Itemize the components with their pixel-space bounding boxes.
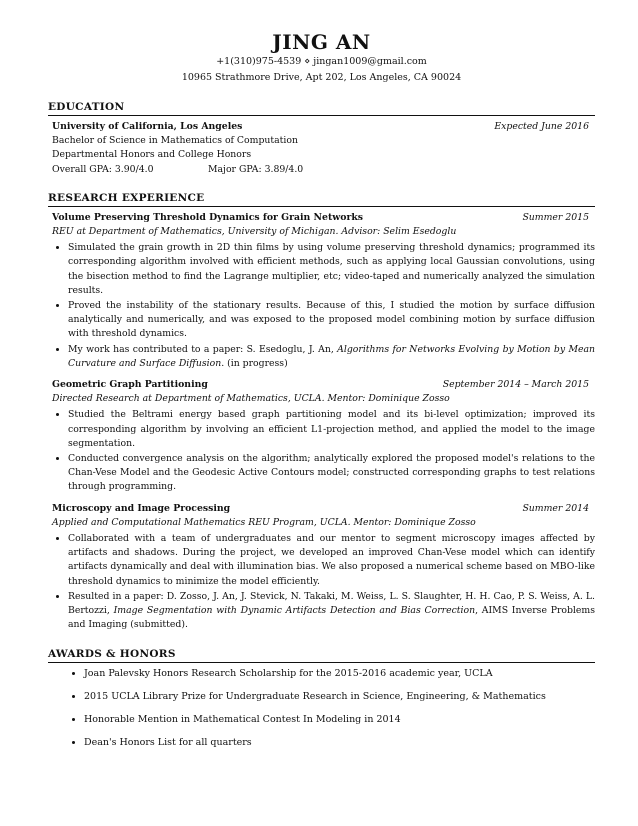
entry-date: Summer 2014	[522, 502, 589, 514]
paper-prefix: Resulted in a paper: D. Zosso, J. An, J. Stevick, N. Takaki, M. Weiss, L. S. Slaughter, H. H. Cao, P. S. Weiss, A. L. Bertozzi,	[68, 590, 595, 617]
gpa-overall: Overall GPA: 3.90/4.0	[52, 163, 154, 175]
list-item: • Studied the Beltrami energy based graph partitioning model and its bi-level optimization; improved its corresponding algorithm by involving an efficient L1-projection method, and applied the model to the image segmentation.	[68, 408, 595, 451]
list-item: • Simulated the grain growth in 2D thin films by using volume preserving threshold dynamics; programmed its corresponding algorithm involved with efficient methods, such as applying local Gaussian convolutions, using the bisection method to find the Lagrange multiplier, etc; video-taped and numerically analyzed the simulation results.	[68, 241, 595, 298]
entry-subtitle: Applied and Computational Mathematics REU Program, UCLA. Mentor: Dominique Zosso	[52, 516, 476, 528]
bullet-list	[52, 241, 595, 371]
resume-name: JING AN	[272, 30, 371, 54]
degree: Bachelor of Science in Mathematics of Computation	[52, 135, 298, 147]
awards-title: AWARDS & HONORS	[48, 647, 176, 660]
list-item: • Conducted convergence analysis on the algorithm; analytically explored the proposed model's relations to the Chan-Vese Model and the Geodesic Active Contours model; constructed corresponding graphs to test relations through programming.	[68, 452, 595, 495]
list-item	[68, 343, 595, 371]
address-line: 10965 Strathmore Drive, Apt 202, Los Angeles, CA 90024	[181, 72, 462, 83]
education-section	[48, 100, 595, 177]
research-title: RESEARCH EXPERIENCE	[48, 191, 205, 204]
list-item: • Honorable Mention in Mathematical Contest In Modeling in 2014	[84, 713, 595, 727]
research-entry	[48, 502, 595, 633]
awards-section	[48, 647, 595, 750]
entry-title: Volume Preserving Threshold Dynamics for Grain Networks	[52, 211, 364, 223]
list-item: • Proved the instability of the stationary results. Because of this, I studied the motion by surface diffusion analytically and numerically, and was exposed to the proposed model combining motion by surface diffusion with threshold dynamics.	[68, 299, 595, 342]
research-entry	[48, 378, 595, 495]
gpa-major: Major GPA: 3.89/4.0	[208, 163, 304, 175]
paper-title: Image Segmentation with Dynamic Artifacts Detection and Bias Correction	[113, 605, 476, 617]
contact-line: +1(310)975-4539 ⋄ jingan1009@gmail.com	[216, 56, 427, 67]
gpa-line	[52, 163, 595, 177]
entry-subtitle: Directed Research at Department of Mathematics, UCLA. Mentor: Dominique Zosso	[52, 393, 450, 405]
bullet-list	[52, 532, 595, 632]
paper-suffix: . (in progress)	[221, 357, 288, 369]
entry-date: Summer 2015	[522, 211, 589, 223]
section-divider	[48, 206, 595, 207]
section-divider	[48, 662, 595, 663]
paper-prefix: My work has contributed to a paper: S. Esedoglu, J. An,	[68, 343, 338, 355]
research-entry	[48, 211, 595, 371]
bullet-list	[52, 408, 595, 494]
education-entry	[48, 120, 595, 177]
honors: Departmental Honors and College Honors	[52, 149, 252, 161]
list-item: • 2015 UCLA Library Prize for Undergraduate Research in Science, Engineering, & Mathematics	[84, 690, 595, 704]
entry-subtitle: REU at Department of Mathematics, University of Michigan. Advisor: Selim Esedoglu	[52, 226, 457, 238]
list-item	[68, 590, 595, 633]
research-section	[48, 191, 595, 633]
entry-title: Microscopy and Image Processing	[52, 502, 231, 514]
awards-list	[74, 667, 595, 750]
education-date: Expected June 2016	[494, 121, 589, 132]
paper-suffix: , AIMS Inverse Problems and Imaging (submitted).	[68, 605, 595, 631]
resume-page	[48, 30, 595, 759]
entry-date: September 2014 – March 2015	[442, 379, 589, 391]
entry-title: Geometric Graph Partitioning	[52, 379, 208, 391]
list-item: • Joan Palevsky Honors Research Scholarship for the 2015-2016 academic year, UCLA	[84, 667, 595, 681]
paper-title: Algorithms for Networks Evolving by Motion by Mean Curvature and Surface Diffusion	[68, 343, 595, 369]
list-item: • Dean's Honors List for all quarters	[84, 736, 595, 750]
section-divider	[48, 115, 595, 116]
school-name: University of California, Los Angeles	[52, 121, 243, 132]
list-item: • Collaborated with a team of undergraduates and our mentor to segment microscopy images affected by artifacts and shadows. During the project, we developed an improved Chan-Vese model which can identify artifacts dynamically and deal with illumination bias. We also proposed a numerical scheme based on MBO-like threshold dynamics to minimize the model efficiently.	[68, 532, 595, 589]
education-title: EDUCATION	[48, 101, 125, 113]
